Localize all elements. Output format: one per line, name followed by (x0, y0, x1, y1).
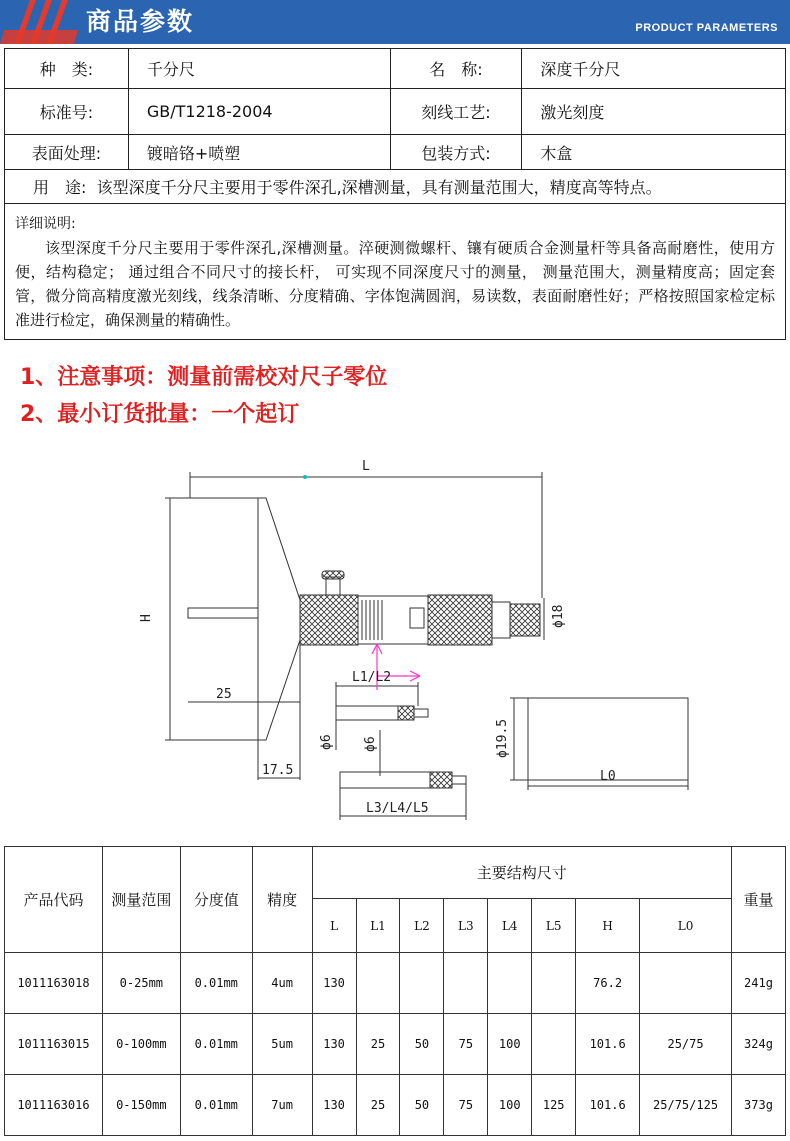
cell-range: 0-25mm (102, 953, 180, 1014)
param-value: 激光刻度 (522, 89, 786, 135)
col-header-weight: 重量 (732, 847, 786, 953)
detail-body: 该型深度千分尺主要用于零件深孔,深槽测量。淬硬测微螺杆、镶有硬质合金测量杆等具备高耐磨性，使用方便，结构稳定； 通过组合不同尺寸的接长杆， 可实现不同深度尺寸的测量， 测量范围大，测量精度高；固定套管，微分筒高精度激光刻线，线条清晰、分度精确、字体饱满圆润，易读数，表面耐磨性好；严格按照国家检定标准进行检定，确保测量的精确性。 (15, 239, 775, 329)
cell-L3 (444, 953, 488, 1014)
col-header-dim: L2 (400, 899, 444, 953)
detail-cell (5, 204, 786, 340)
param-label: 表面处理: (5, 135, 129, 170)
cell-L5: 125 (532, 1075, 576, 1136)
cell-L: 130 (312, 1014, 356, 1075)
cell-weight: 324g (732, 1014, 786, 1075)
cell-L1: 25 (356, 1014, 400, 1075)
table-row (5, 953, 786, 1014)
col-header-dim: L3 (444, 899, 488, 953)
param-row (5, 135, 786, 170)
cell-L3: 75 (444, 1075, 488, 1136)
note-calibration: 1、注意事项：测量前需校对尺子零位 (20, 365, 388, 390)
col-header-accuracy: 精度 (252, 847, 312, 953)
col-header-dim: L4 (488, 899, 532, 953)
cell-L0: 25/75/125 (640, 1075, 732, 1136)
cell-L1: 25 (356, 1075, 400, 1136)
cell-L0 (640, 953, 732, 1014)
usage-cell (5, 170, 786, 204)
param-row (5, 89, 786, 135)
param-value: 千分尺 (128, 49, 390, 89)
table-row (5, 1014, 786, 1075)
dim-label-L: L (362, 459, 370, 474)
cell-H: 101.6 (576, 1075, 640, 1136)
cell-L0: 25/75 (640, 1014, 732, 1075)
dim-label-L0: L0 (600, 769, 616, 784)
cell-accuracy: 4um (252, 953, 312, 1014)
cell-division: 0.01mm (180, 1014, 252, 1075)
col-header-range: 测量范围 (102, 847, 180, 953)
cell-range: 0-100mm (102, 1014, 180, 1075)
dim-label-H: H (139, 614, 154, 622)
usage-label: 用 途: (33, 178, 87, 197)
param-label: 标准号: (5, 89, 129, 135)
dim-label-phi6-a: ϕ6 (319, 734, 334, 750)
col-header-dim: L (312, 899, 356, 953)
dim-label-L3L4L5: L3/L4/L5 (366, 801, 429, 816)
cell-division: 0.01mm (180, 1075, 252, 1136)
param-value: 木盒 (522, 135, 786, 170)
cell-L2 (400, 953, 444, 1014)
page-title: 商品参数 (86, 7, 195, 36)
cell-H: 76.2 (576, 953, 640, 1014)
param-label: 刻线工艺: (390, 89, 522, 135)
note-min-order: 2、最小订货批量：一个起订 (20, 402, 300, 427)
cell-accuracy: 7um (252, 1075, 312, 1136)
col-header-dim: H (576, 899, 640, 953)
col-header-code: 产品代码 (5, 847, 103, 953)
cell-L: 130 (312, 1075, 356, 1136)
dim-label-17-5: 17.5 (262, 763, 294, 778)
dim-label-phi6-b: ϕ6 (363, 736, 378, 752)
dim-label-phi18: ϕ18 (551, 604, 566, 628)
cell-L2: 50 (400, 1014, 444, 1075)
header-banner (0, 0, 790, 44)
cell-L2: 50 (400, 1075, 444, 1136)
cell-L4: 100 (488, 1014, 532, 1075)
cell-H: 101.6 (576, 1014, 640, 1075)
cell-L1 (356, 953, 400, 1014)
dim-label-25: 25 (216, 687, 232, 702)
col-header-main-dims: 主要结构尺寸 (312, 847, 731, 899)
cell-weight: 373g (732, 1075, 786, 1136)
usage-text: 该型深度千分尺主要用于零件深孔,深槽测量，具有测量范围大，精度高等特点。 (96, 178, 662, 197)
cell-L3: 75 (444, 1014, 488, 1075)
cell-code: 1011163015 (5, 1014, 103, 1075)
param-label: 名 称: (390, 49, 522, 89)
detail-heading: 详细说明: (15, 216, 76, 232)
param-value: 深度千分尺 (522, 49, 786, 89)
col-header-dim: L5 (532, 899, 576, 953)
brand-logo-icon (0, 0, 80, 44)
table-row (5, 1075, 786, 1136)
dim-label-phi19-5: ϕ19.5 (495, 718, 510, 758)
cell-L5 (532, 953, 576, 1014)
cell-weight: 241g (732, 953, 786, 1014)
cell-L5 (532, 1014, 576, 1075)
cell-accuracy: 5um (252, 1014, 312, 1075)
cell-L4: 100 (488, 1075, 532, 1136)
param-value: 镀暗铬+喷塑 (128, 135, 390, 170)
cell-code: 1011163016 (5, 1075, 103, 1136)
detail-row (5, 204, 786, 340)
cell-range: 0-150mm (102, 1075, 180, 1136)
cell-L4 (488, 953, 532, 1014)
dim-label-L1L2: L1/L2 (352, 670, 392, 685)
parameter-table (4, 48, 786, 340)
param-value: GB/T1218-2004 (128, 89, 390, 135)
cell-division: 0.01mm (180, 953, 252, 1014)
param-row (5, 49, 786, 89)
usage-row (5, 170, 786, 204)
col-header-dim: L0 (640, 899, 732, 953)
col-header-division: 分度值 (180, 847, 252, 953)
spec-table (4, 846, 786, 1136)
cell-code: 1011163018 (5, 953, 103, 1014)
cell-L: 130 (312, 953, 356, 1014)
param-label: 包装方式: (390, 135, 522, 170)
param-label: 种 类: (5, 49, 129, 89)
technical-drawing (0, 450, 790, 830)
page-subtitle: PRODUCT PARAMETERS (635, 22, 778, 34)
spec-header-row (5, 847, 786, 899)
col-header-dim: L1 (356, 899, 400, 953)
